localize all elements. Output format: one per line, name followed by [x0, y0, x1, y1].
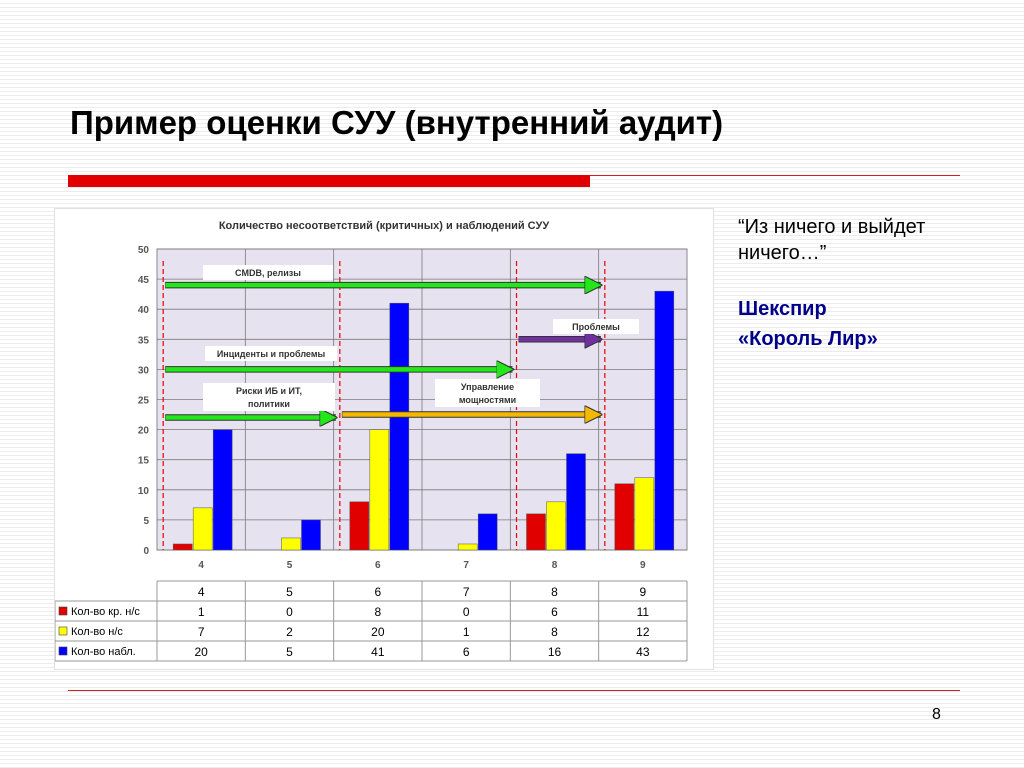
y-tick-label: 15 — [137, 455, 149, 467]
table-value-cell: 11 — [636, 605, 650, 619]
y-tick-label: 0 — [143, 546, 149, 557]
annotation-label: Инциденты и проблемы — [216, 349, 326, 359]
title-divider-line — [590, 175, 960, 176]
author-name: Шекспир — [738, 298, 827, 320]
bar — [615, 484, 634, 550]
table-header-cell: 8 — [551, 585, 558, 599]
quote-author — [738, 294, 978, 354]
y-tick-label: 50 — [137, 245, 149, 256]
bar — [302, 520, 321, 550]
x-tick-label: 9 — [640, 560, 646, 571]
bar — [527, 514, 546, 550]
table-header-cell: 7 — [462, 585, 470, 599]
table-value-cell: 7 — [197, 625, 205, 639]
legend-label: Кол-во кр. н/с — [71, 606, 140, 618]
y-tick-label: 40 — [137, 305, 149, 317]
x-tick-label: 7 — [463, 560, 469, 571]
table-value-cell: 8 — [374, 605, 382, 619]
y-tick-label: 30 — [137, 365, 149, 377]
table-header-cell: 4 — [197, 585, 205, 599]
table-value-cell: 43 — [636, 645, 650, 659]
table-value-cell: 0 — [286, 605, 293, 619]
footer-divider-line — [68, 690, 960, 691]
legend-swatch — [59, 607, 67, 615]
table-value-cell: 5 — [286, 645, 293, 659]
bar — [547, 502, 566, 550]
y-tick-label: 10 — [137, 485, 149, 497]
author-work: «Король Лир» — [738, 328, 878, 350]
table-value-cell: 1 — [462, 625, 470, 639]
y-tick-label: 45 — [137, 275, 149, 287]
bar — [458, 544, 477, 550]
annotation-label: Управление мощностями — [458, 382, 517, 405]
annotation-label: Проблемы — [572, 322, 620, 332]
bar — [655, 291, 674, 550]
table-value-cell: 6 — [462, 645, 470, 659]
chart-panel — [54, 208, 714, 670]
table-header-cell: 9 — [639, 585, 647, 599]
table-value-cell: 2 — [286, 625, 293, 639]
legend-swatch — [59, 627, 67, 635]
table-header-cell: 5 — [286, 585, 293, 599]
x-tick-label: 5 — [286, 560, 293, 571]
bar — [370, 430, 389, 550]
bar — [635, 478, 654, 550]
title-accent-bar — [68, 175, 590, 187]
table-value-cell: 6 — [551, 605, 558, 619]
bar — [173, 544, 192, 550]
y-tick-label: 35 — [137, 335, 149, 347]
bar-chart — [55, 209, 713, 669]
legend-label: Кол-во набл. — [71, 646, 136, 658]
annotation-label: CMDB, релизы — [235, 268, 301, 278]
legend-label: Кол-во н/с — [71, 626, 123, 638]
table-value-cell: 8 — [551, 625, 558, 639]
bar — [567, 454, 586, 550]
table-value-cell: 1 — [197, 605, 205, 619]
table-value-cell: 0 — [462, 605, 470, 619]
annotation-label: Риски ИБ и ИТ, политики — [235, 386, 303, 409]
quote-text: “Из ничего и выйдет ничего…” — [738, 216, 926, 264]
table-value-cell: 16 — [547, 645, 562, 659]
x-tick-label: 6 — [375, 560, 381, 571]
bar — [193, 508, 212, 550]
table-value-cell: 12 — [636, 625, 650, 639]
bar — [282, 538, 301, 550]
y-tick-label: 5 — [143, 515, 149, 527]
x-tick-label: 4 — [198, 560, 204, 571]
y-tick-label: 25 — [137, 395, 149, 407]
page-number: 8 — [932, 706, 941, 723]
legend-swatch — [59, 647, 67, 655]
table-value-cell: 41 — [371, 645, 385, 659]
bar — [478, 514, 497, 550]
table-header-cell: 6 — [374, 585, 382, 599]
chart-title: Количество несоответствий (критичных) и наблюдений СУУ — [218, 220, 550, 232]
table-value-cell: 20 — [194, 645, 208, 659]
slide-title: Пример оценки СУУ (внутренний аудит) — [70, 104, 724, 141]
y-tick-label: 20 — [137, 425, 149, 437]
bar — [390, 303, 409, 550]
bar — [213, 430, 232, 550]
x-tick-label: 8 — [551, 560, 558, 571]
table-value-cell: 20 — [371, 625, 385, 639]
bar — [350, 502, 369, 550]
